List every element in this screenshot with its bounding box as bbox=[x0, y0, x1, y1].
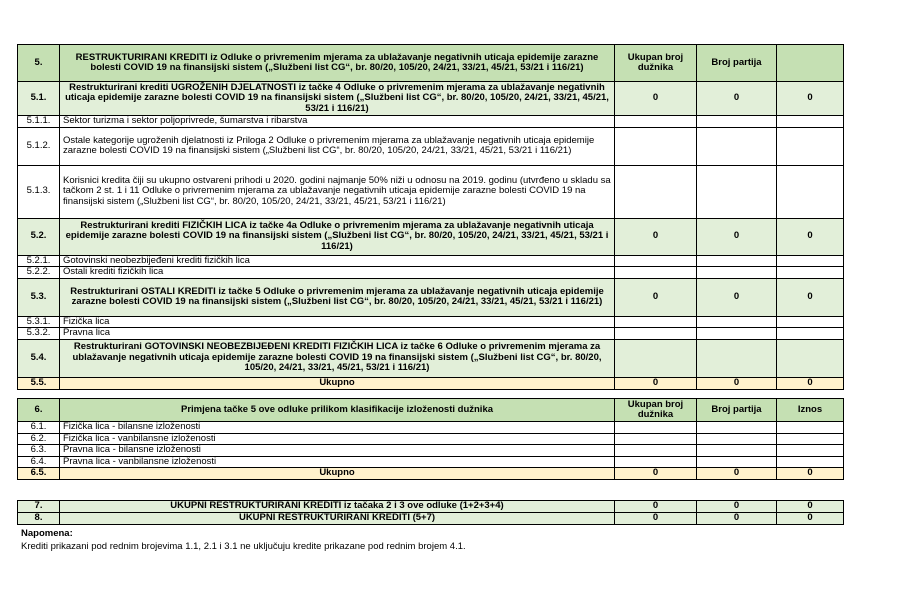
table-row bbox=[18, 339, 844, 377]
row-number: 5.1.2. bbox=[18, 127, 60, 165]
total-row bbox=[18, 513, 844, 525]
row-label: Restrukturirani OSTALI KREDITI iz tačke 5 Odluke o privremenim mjerama za ublažavanje negativnih uticaja epidemije zarazne bolesti COVID 19 na finansijski sistem („Službeni list CG“, br. 80/20, 105/20, 24/21, 33/21, 45/21, 53/21 i 116/21) bbox=[60, 278, 615, 316]
value-amount: 0 bbox=[777, 513, 844, 525]
section-5-header-row bbox=[18, 45, 844, 82]
table-row bbox=[18, 433, 844, 445]
value-debtors: 0 bbox=[615, 278, 697, 316]
total-row bbox=[18, 501, 844, 513]
value-amount bbox=[777, 267, 844, 279]
table-row bbox=[18, 116, 844, 128]
value-amount bbox=[777, 116, 844, 128]
value-amount bbox=[777, 433, 844, 445]
value-accounts: 0 bbox=[697, 82, 777, 116]
value-debtors bbox=[615, 422, 697, 434]
value-accounts bbox=[697, 127, 777, 165]
note-text: Krediti prikazani pod rednim brojevima 1.1, 2.1 i 3.1 ne uključuju kredite prikazane pod rednim brojem 4.1. bbox=[21, 541, 466, 552]
row-number: 5.1.3. bbox=[18, 165, 60, 218]
value-amount bbox=[777, 456, 844, 468]
row-number: 7. bbox=[18, 501, 60, 513]
value-amount: 0 bbox=[777, 501, 844, 513]
value-amount: 0 bbox=[777, 278, 844, 316]
value-debtors bbox=[615, 316, 697, 328]
value-amount bbox=[777, 328, 844, 340]
column-header-amount bbox=[777, 45, 844, 82]
value-amount bbox=[777, 127, 844, 165]
row-label: Fizička lica bbox=[60, 316, 615, 328]
value-accounts: 0 bbox=[697, 278, 777, 316]
value-debtors: 0 bbox=[615, 501, 697, 513]
row-label: Pravna lica bbox=[60, 328, 615, 340]
value-debtors: 0 bbox=[615, 82, 697, 116]
column-header-debtors: Ukupan broj dužnika bbox=[615, 45, 697, 82]
value-debtors: 0 bbox=[615, 377, 697, 389]
classification-table bbox=[17, 398, 844, 480]
row-label: Restrukturirani krediti FIZIČKIH LICA iz tačke 4a Odluke o privremenim mjerama za ublažavanje negativnih uticaja epidemije zarazne bolesti COVID 19 na finansijski sistem („Službeni list CG“, br. 80/20, 105/20, 24/21, 33/21, 45/21, 53/21 i 116/21) bbox=[60, 218, 615, 255]
value-debtors bbox=[615, 127, 697, 165]
value-debtors bbox=[615, 328, 697, 340]
value-accounts bbox=[697, 339, 777, 377]
value-debtors: 0 bbox=[615, 513, 697, 525]
row-number: 5.4. bbox=[18, 339, 60, 377]
row-label: Fizička lica - bilansne izloženosti bbox=[60, 422, 615, 434]
column-header-debtors: Ukupan broj dužnika bbox=[615, 399, 697, 422]
value-accounts bbox=[697, 422, 777, 434]
table-row bbox=[18, 267, 844, 279]
table-row bbox=[18, 445, 844, 457]
row-label: Pravna lica - vanbilansne izloženosti bbox=[60, 456, 615, 468]
value-debtors bbox=[615, 255, 697, 267]
table-row bbox=[18, 328, 844, 340]
value-accounts: 0 bbox=[697, 377, 777, 389]
row-number: 6.3. bbox=[18, 445, 60, 457]
value-debtors bbox=[615, 339, 697, 377]
row-label: Restrukturirani krediti UGROŽENIH DJELATNOSTI iz tačke 4 Odluke o privremenim mjerama za ublažavanje negativnih uticaja epidemije zarazne bolesti COVID 19 na finansijski sistem („Službeni list CG“, br. 80/20, 105/20, 24/21, 33/21, 45/21, 53/21 i 116/21) bbox=[60, 82, 615, 116]
value-accounts: 0 bbox=[697, 218, 777, 255]
value-amount: 0 bbox=[777, 82, 844, 116]
row-label: Gotovinski neobezbijeđeni krediti fizičkih lica bbox=[60, 255, 615, 267]
value-accounts: 0 bbox=[697, 501, 777, 513]
row-label: Sektor turizma i sektor poljoprivrede, šumarstva i ribarstva bbox=[60, 116, 615, 128]
row-number: 5.3. bbox=[18, 278, 60, 316]
value-accounts bbox=[697, 456, 777, 468]
value-debtors bbox=[615, 116, 697, 128]
row-number: 8. bbox=[18, 513, 60, 525]
value-accounts bbox=[697, 316, 777, 328]
value-debtors: 0 bbox=[615, 218, 697, 255]
value-debtors bbox=[615, 433, 697, 445]
row-label: UKUPNI RESTRUKTURIRANI KREDITI iz tačaka 2 i 3 ove odluke (1+2+3+4) bbox=[60, 501, 615, 513]
value-amount bbox=[777, 165, 844, 218]
row-label: Ukupno bbox=[60, 377, 615, 389]
row-number: 5.3.1. bbox=[18, 316, 60, 328]
table-row bbox=[18, 255, 844, 267]
row-label: Ostale kategorije ugroženih djelatnosti iz Priloga 2 Odluke o privremenim mjerama za ublažavanje negativnih uticaja epidemije zarazne bolesti COVID 19 na finansijski sistem („Službeni list CG“, br. 80/20, 105/20, 24/21, 33/21, 45/21, 53/21 i 116/21) bbox=[60, 127, 615, 165]
value-accounts bbox=[697, 445, 777, 457]
row-label: Korisnici kredita čiji su ukupno ostvareni prihodi u 2020. godini najmanje 50% niži u odnosu na 2019. godinu (utvrđeno u skladu sa tačkom 2 st. 1 i 11 Odluke o privremenim mjerama za ublažavanje negativnih uticaja epidemije zarazne bolesti COVID 19 na finansijski sistem („Službeni list CG“, br. 80/20, 105/20, 24/21, 33/21, 45/21, 53/21 i 116/21) bbox=[60, 165, 615, 218]
table-row bbox=[18, 82, 844, 116]
row-label: Fizička lica - vanbilansne izloženosti bbox=[60, 433, 615, 445]
total-row bbox=[18, 468, 844, 480]
table-row bbox=[18, 218, 844, 255]
value-accounts bbox=[697, 328, 777, 340]
value-accounts bbox=[697, 267, 777, 279]
table-row bbox=[18, 165, 844, 218]
restructured-loans-table bbox=[17, 44, 844, 390]
row-number: 5.1.1. bbox=[18, 116, 60, 128]
column-header-amount: Iznos bbox=[777, 399, 844, 422]
row-number: 6.4. bbox=[18, 456, 60, 468]
row-number: 5. bbox=[18, 45, 60, 82]
note-title: Napomena: bbox=[21, 528, 73, 539]
value-accounts bbox=[697, 433, 777, 445]
row-number: 6. bbox=[18, 399, 60, 422]
value-amount bbox=[777, 316, 844, 328]
row-number: 5.5. bbox=[18, 377, 60, 389]
row-number: 5.3.2. bbox=[18, 328, 60, 340]
value-accounts: 0 bbox=[697, 468, 777, 480]
column-header-accounts: Broj partija bbox=[697, 45, 777, 82]
value-accounts bbox=[697, 116, 777, 128]
value-amount: 0 bbox=[777, 468, 844, 480]
row-label: Ukupno bbox=[60, 468, 615, 480]
value-amount: 0 bbox=[777, 218, 844, 255]
row-number: 5.2.2. bbox=[18, 267, 60, 279]
table-row bbox=[18, 127, 844, 165]
table-row bbox=[18, 316, 844, 328]
value-accounts bbox=[697, 165, 777, 218]
row-number: 5.2.1. bbox=[18, 255, 60, 267]
total-row bbox=[18, 377, 844, 389]
table-row bbox=[18, 278, 844, 316]
grand-totals-table bbox=[17, 500, 844, 525]
row-number: 6.2. bbox=[18, 433, 60, 445]
value-accounts bbox=[697, 255, 777, 267]
column-header-accounts: Broj partija bbox=[697, 399, 777, 422]
value-debtors bbox=[615, 165, 697, 218]
table-row bbox=[18, 456, 844, 468]
value-amount bbox=[777, 339, 844, 377]
row-number: 6.1. bbox=[18, 422, 60, 434]
row-number: 5.2. bbox=[18, 218, 60, 255]
value-debtors bbox=[615, 445, 697, 457]
value-amount: 0 bbox=[777, 377, 844, 389]
value-debtors bbox=[615, 456, 697, 468]
value-amount bbox=[777, 255, 844, 267]
row-number: 6.5. bbox=[18, 468, 60, 480]
section-6-header-row bbox=[18, 399, 844, 422]
row-number: 5.1. bbox=[18, 82, 60, 116]
value-amount bbox=[777, 445, 844, 457]
value-amount bbox=[777, 422, 844, 434]
row-label: Ostali krediti fizičkih lica bbox=[60, 267, 615, 279]
table-row bbox=[18, 422, 844, 434]
row-label: Restrukturirani GOTOVINSKI NEOBEZBIJEĐENI KREDITI FIZIČKIH LICA iz tačke 6 Odluke o privremenim mjerama za ublažavanje negativnih uticaja epidemije zarazne bolesti COVID 19 na finansijski sistem („Službeni list CG“, br. 80/20, 105/20, 24/21, 33/21, 45/21, 53/21 i 116/21) bbox=[60, 339, 615, 377]
value-debtors: 0 bbox=[615, 468, 697, 480]
section-title: Primjena tačke 5 ove odluke prilikom klasifikacije izloženosti dužnika bbox=[60, 399, 615, 422]
value-accounts: 0 bbox=[697, 513, 777, 525]
row-label: UKUPNI RESTRUKTURIRANI KREDITI (5+7) bbox=[60, 513, 615, 525]
row-label: Pravna lica - bilansne izloženosti bbox=[60, 445, 615, 457]
section-title: RESTRUKTURIRANI KREDITI iz Odluke o privremenim mjerama za ublažavanje negativnih uticaja epidemije zarazne bolesti COVID 19 na finansijski sistem („Službeni list CG“, br. 80/20, 105/20, 24/21, 33/21, 45/21, 53/21 i 116/21) bbox=[60, 45, 615, 82]
value-debtors bbox=[615, 267, 697, 279]
